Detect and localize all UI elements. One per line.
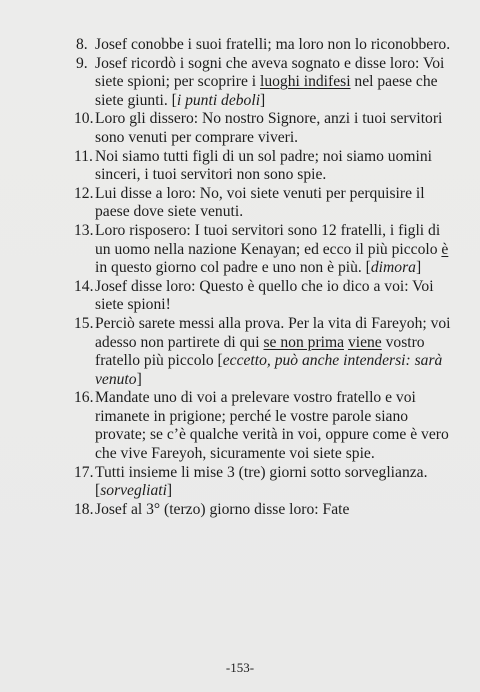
verse-text (95, 278, 452, 315)
verse-text-segment: Josef conobbe i suoi fratelli; ma loro non lo riconobbero. (95, 36, 451, 53)
italic-gloss: eccetto, può anche intendersi: sarà venuto (95, 352, 443, 388)
verse-text (95, 36, 452, 55)
verse-list (48, 36, 452, 519)
verse-item (48, 55, 452, 111)
verse-text (95, 315, 452, 389)
verse-item (48, 501, 452, 520)
verse-text-segment: Josef ricordò i sogni che aveva sognato e disse loro: Voi siete spioni; per scoprire i (95, 54, 445, 91)
verse-text-segment: in questo giorno col padre e uno non è più. [ (95, 259, 371, 277)
verse-text-segment: Loro risposero: I tuoi servitori sono 12 fratelli, i figli di un uomo nella nazione Kenayan; ed ecco il più piccolo (95, 221, 442, 258)
italic-gloss: sorvegliati (100, 482, 167, 500)
verse-number: 15. (74, 314, 94, 332)
verse-number: 17. (74, 463, 94, 481)
verse-number: 13. (74, 221, 94, 239)
verse-number: 14. (74, 277, 94, 295)
verse-text-segment: Loro gli dissero: No nostro Signore, anzi i tuoi servitori sono venuti per comprare viveri. (95, 110, 443, 146)
verse-item (48, 185, 452, 222)
italic-gloss: i punti deboli (176, 91, 261, 109)
underlined-term: luoghi indifesi (260, 73, 351, 91)
verse-text (95, 110, 452, 147)
verse-item (48, 389, 452, 463)
verse-text (95, 464, 452, 501)
verse-text-segment: Mandate uno di voi a prelevare vostro fratello e voi rimanete in prigione; perché le vostre parole siano provate; se c’è qualche verità in voi, oppure come è vero che vive Fareyoh, sicuramente voi siete spie. (95, 389, 449, 463)
verse-item (48, 36, 452, 55)
verse-item (48, 464, 452, 501)
verse-number: 18. (74, 500, 94, 518)
verse-text (95, 55, 452, 111)
verse-number: 8. (76, 36, 88, 53)
page-number: -153- (225, 660, 255, 675)
verse-number: 11. (74, 147, 93, 165)
verse-number: 9. (76, 54, 88, 72)
verse-item (48, 278, 452, 315)
verse-text-segment: Josef disse loro: Questo è quello che io dico a voi: Voi siete spioni! (95, 277, 434, 314)
verse-text-segment: Tutti insieme li mise 3 (tre) giorni sotto sorveglianza. [ (95, 463, 428, 500)
verse-text-segment: Noi siamo tutti figli di un sol padre; noi siamo uomini sinceri, i tuoi servitori non sono spie. (95, 147, 432, 184)
underlined-term: se non prima (263, 333, 345, 351)
italic-gloss: dimora (370, 259, 416, 277)
verse-text-segment: nel paese che siete giunti. [ (95, 73, 438, 109)
verse-text (95, 222, 452, 278)
verse-number: 16. (74, 389, 94, 407)
verse-text-segment: Lui disse a loro: No, voi siete venuti per perquisire il paese dove siete venuti. (95, 184, 425, 221)
verse-number: 12. (74, 184, 94, 202)
verse-text-segment: ] (166, 482, 173, 500)
verse-item (48, 222, 452, 278)
verse-text (95, 501, 452, 520)
verse-text-segment: ] (415, 259, 422, 277)
verse-text-segment: ] (136, 370, 142, 388)
verse-item (48, 110, 452, 147)
verse-text (95, 148, 452, 185)
underlined-term: è (441, 240, 449, 258)
verse-number: 10. (74, 110, 94, 128)
verse-text-segment: vostro fratello più piccolo [ (95, 333, 425, 370)
verse-text (95, 185, 452, 222)
verse-text-segment: ] (260, 91, 266, 109)
verse-item (48, 315, 452, 389)
verse-text-segment: Josef al 3° (terzo) giorno disse loro: Fate (95, 500, 350, 518)
verse-item (48, 148, 452, 185)
underlined-term: viene (347, 333, 382, 351)
verse-text (95, 389, 452, 463)
verse-text-segment: Perciò sarete messi alla prova. Per la vita di Fareyoh; voi adesso non partirete di qui (95, 314, 451, 351)
